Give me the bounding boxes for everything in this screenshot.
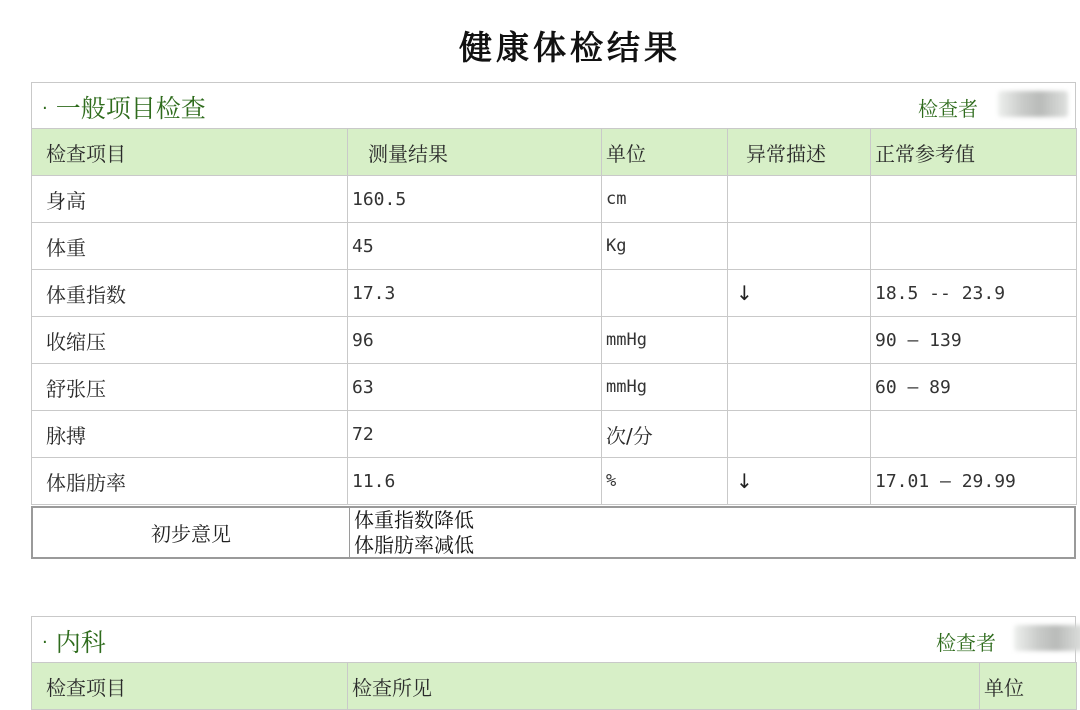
table-row: [32, 411, 1077, 458]
item-reference: 17.01 — 29.99: [871, 458, 1077, 505]
col-header-reference: 正常参考值: [871, 129, 1077, 176]
internal-medicine-header: [31, 616, 1076, 662]
item-abnormal: [728, 411, 871, 458]
item-abnormal: [728, 364, 871, 411]
table-row: [32, 176, 1077, 223]
col-header-item: 检查项目: [32, 129, 348, 176]
item-reference: [871, 176, 1077, 223]
item-reference: 60 — 89: [871, 364, 1077, 411]
item-unit: mmHg: [602, 317, 728, 364]
item-unit: cm: [602, 176, 728, 223]
opinion-line: 体重指数降低: [354, 507, 474, 532]
item-name: 舒张压: [32, 364, 348, 411]
table-row: [32, 317, 1077, 364]
table-header-row: [32, 663, 1077, 710]
table-row: [32, 270, 1077, 317]
opinion-label: 初步意见: [33, 508, 350, 557]
item-result: 11.6: [348, 458, 602, 505]
item-abnormal: [728, 176, 871, 223]
item-abnormal: [728, 223, 871, 270]
item-name: 体重: [32, 223, 348, 270]
inspector-label: 检查者: [936, 631, 996, 655]
table-row: [32, 458, 1077, 505]
internal-medicine-table: [31, 662, 1077, 710]
item-unit: [602, 270, 728, 317]
page-title: 健康体检结果: [459, 28, 681, 67]
section-title: · 内科: [42, 628, 106, 657]
item-name: 脉搏: [32, 411, 348, 458]
internal-medicine-section: [31, 616, 1076, 710]
item-reference: [871, 223, 1077, 270]
col-header-findings: 检查所见: [348, 663, 980, 710]
inspector-name-redacted: [1014, 625, 1080, 651]
col-header-result: 测量结果: [348, 129, 602, 176]
item-name: 收缩压: [32, 317, 348, 364]
item-name: 身高: [32, 176, 348, 223]
general-exam-table: [31, 128, 1077, 505]
col-header-abnormal: 异常描述: [728, 129, 871, 176]
inspector-name-redacted: [998, 91, 1068, 117]
col-header-unit: 单位: [980, 663, 1077, 710]
col-header-item: 检查项目: [32, 663, 348, 710]
item-result: 63: [348, 364, 602, 411]
bullet-icon: ·: [42, 98, 48, 119]
item-name: 体脂肪率: [32, 458, 348, 505]
item-unit: 次/分: [602, 411, 728, 458]
bullet-icon: ·: [42, 632, 48, 653]
item-unit: %: [602, 458, 728, 505]
down-arrow-icon: ↓: [728, 270, 871, 317]
table-row: [32, 223, 1077, 270]
opinion-text: [350, 508, 474, 557]
col-header-unit: 单位: [602, 129, 728, 176]
item-name: 体重指数: [32, 270, 348, 317]
item-result: 96: [348, 317, 602, 364]
item-reference: [871, 411, 1077, 458]
item-unit: Kg: [602, 223, 728, 270]
item-reference: 90 — 139: [871, 317, 1077, 364]
item-result: 160.5: [348, 176, 602, 223]
preliminary-opinion: [31, 506, 1076, 559]
section-title: · 一般项目检查: [42, 94, 206, 123]
item-abnormal: [728, 317, 871, 364]
table-row: [32, 364, 1077, 411]
item-reference: 18.5 -- 23.9: [871, 270, 1077, 317]
item-result: 45: [348, 223, 602, 270]
item-unit: mmHg: [602, 364, 728, 411]
item-result: 17.3: [348, 270, 602, 317]
item-result: 72: [348, 411, 602, 458]
opinion-line: 体脂肪率减低: [354, 532, 474, 557]
table-header-row: [32, 129, 1077, 176]
inspector-label: 检查者: [918, 97, 978, 121]
down-arrow-icon: ↓: [728, 458, 871, 505]
general-exam-section: [31, 82, 1076, 559]
general-exam-header: [31, 82, 1076, 128]
